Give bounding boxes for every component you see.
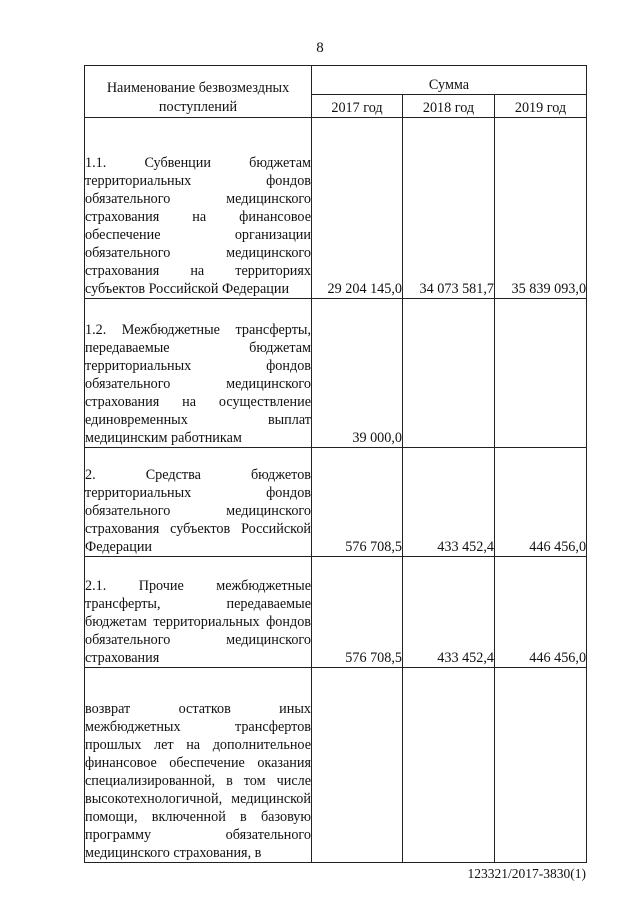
header-name-column: Наименование безвозмездных поступлений xyxy=(85,66,312,118)
value-2018 xyxy=(403,299,495,448)
table-row xyxy=(85,118,587,299)
row-name: 2.1. Прочие межбюджетные трансферты, передаваемые бюджетам территориальных фондов обязательного медицинского страхования xyxy=(85,557,312,668)
value-2019: 446 456,0 xyxy=(495,448,587,557)
header-year-2017: 2017 год xyxy=(312,95,403,118)
table-row xyxy=(85,668,587,863)
value-2019 xyxy=(495,668,587,863)
row-name: возврат остатков иных межбюджетных трансфертов прошлых лет на дополнительное финансовое обеспечение оказания специализированной, в том числе высокотехнологичной, медицинской помощи, включенной в базовую программу обязательного медицинского страхования, в xyxy=(85,668,312,863)
row-name: 1.2. Межбюджетные трансферты, передаваемые бюджетам территориальных фондов обязательного медицинского страхования на осуществление единовременных выплат медицинским работникам xyxy=(85,299,312,448)
header-year-2019: 2019 год xyxy=(495,95,587,118)
budget-table xyxy=(84,65,587,863)
value-2017 xyxy=(312,668,403,863)
value-2017: 29 204 145,0 xyxy=(312,118,403,299)
header-sum: Сумма xyxy=(312,66,587,95)
value-2017: 39 000,0 xyxy=(312,299,403,448)
table-row xyxy=(85,557,587,668)
value-2019: 35 839 093,0 xyxy=(495,118,587,299)
page-number: 8 xyxy=(316,40,324,56)
value-2017: 576 708,5 xyxy=(312,557,403,668)
value-2018: 433 452,4 xyxy=(403,557,495,668)
value-2018 xyxy=(403,668,495,863)
value-2017: 576 708,5 xyxy=(312,448,403,557)
table-row xyxy=(85,299,587,448)
row-name: 2. Средства бюджетов территориальных фондов обязательного медицинского страхования субъектов Российской Федерации xyxy=(85,448,312,557)
header-year-2018: 2018 год xyxy=(403,95,495,118)
document-code: 123321/2017-3830(1) xyxy=(467,866,586,881)
value-2019 xyxy=(495,299,587,448)
table-row xyxy=(85,448,587,557)
value-2019: 446 456,0 xyxy=(495,557,587,668)
value-2018: 433 452,4 xyxy=(403,448,495,557)
value-2018: 34 073 581,7 xyxy=(403,118,495,299)
row-name: 1.1. Субвенции бюджетам территориальных фондов обязательного медицинского страхования на финансовое обеспечение организации обязательного медицинского страхования на территориях субъектов Российской Федерации xyxy=(85,118,312,299)
